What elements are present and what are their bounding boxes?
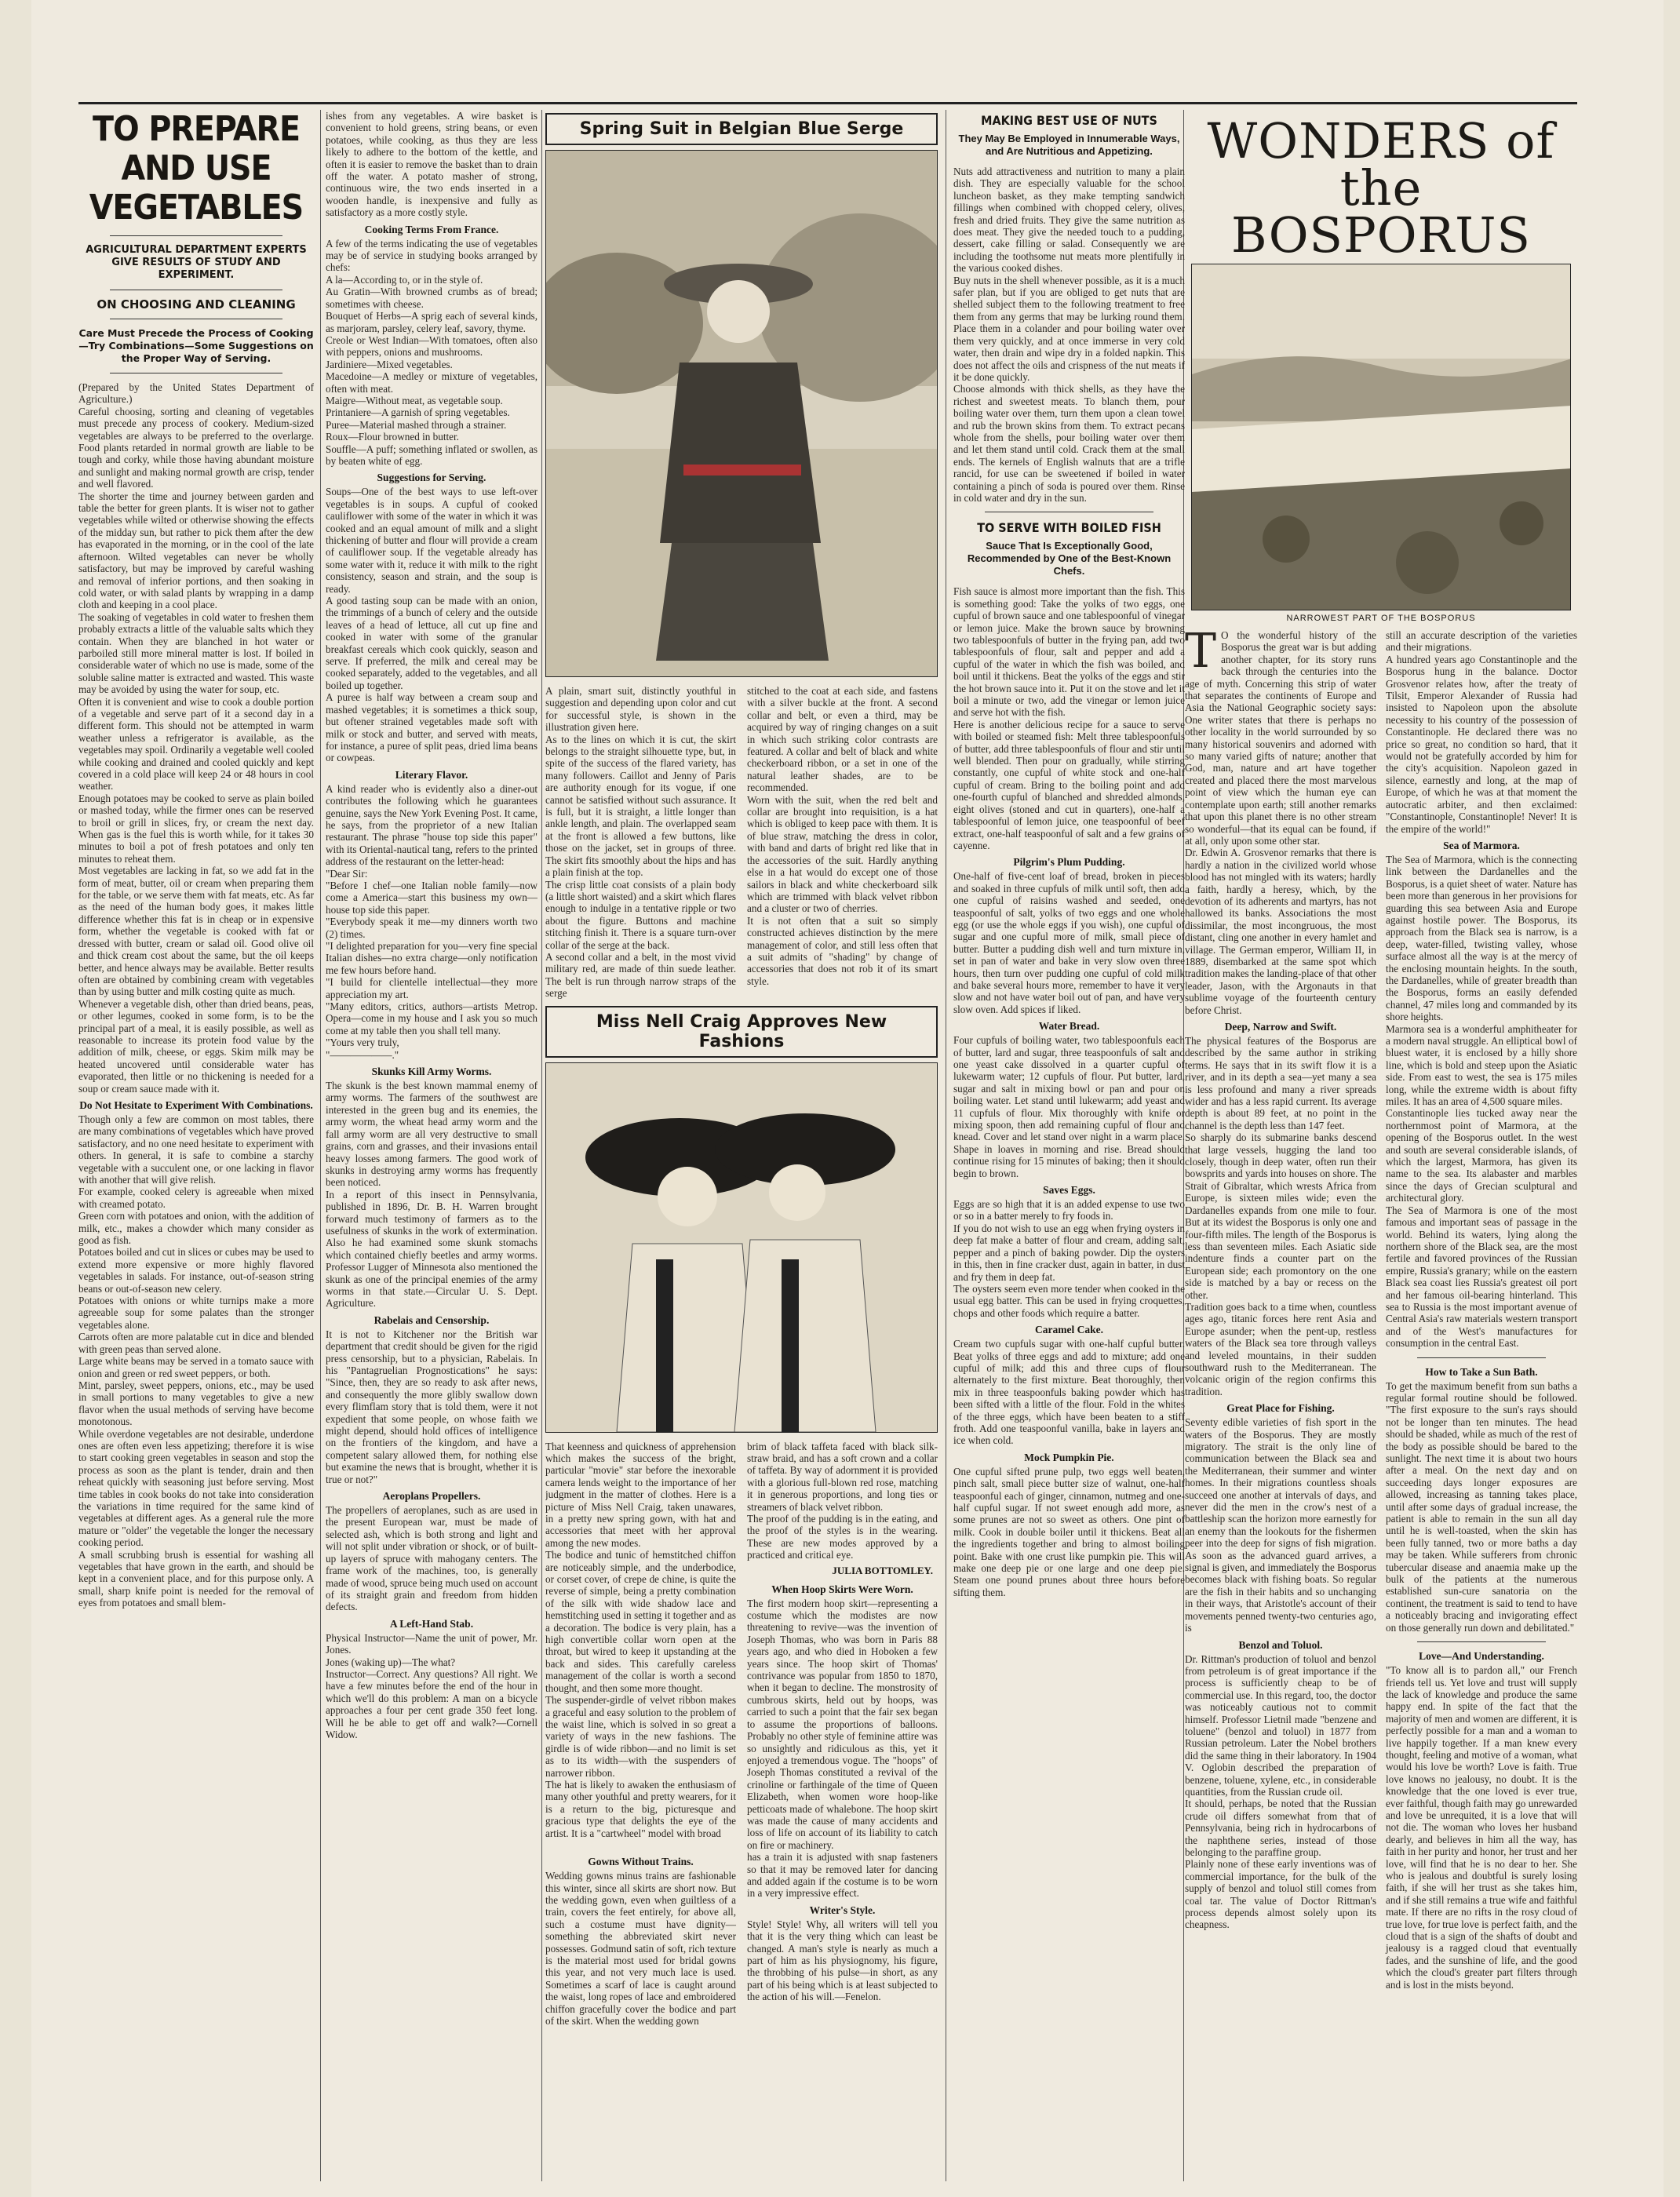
caramel-cake-body: Cream two cupfuls sugar with one-half cupful butter. Beat yolks of three eggs and add to mixture; add one cupful of milk; add this and three cups of flour alternately to the first mixture. Beat thoroughly, then mix in three teaspoonfuls baking powder which has been sifted with a little of the flour. Fold in the whites of the three eggs, which have been beaten to a stiff froth. Add one teaspoonful vanilla, bake in layers and ice when cold. [953,1338,1185,1447]
propellers-body: The propellers of aeroplanes, such as are used in the present European war, must be made of selected ash, which is both strong and light and will not split under vibration or shock, or of built-up layers of spruce with mahogany centers. The frame work of the machines, too, is generally made of wood, spruce being much used on account of its straight grain and freedom from hidden defects. [326,1504,538,1613]
byline: JULIA BOTTOMLEY. [832,1564,933,1576]
bosporus-body-a [1185,624,1376,1016]
subhead-sun-bath: How to Take a Sun Bath. [1425,1365,1538,1378]
subhead-fishing: Great Place for Fishing. [1226,1402,1335,1415]
divider [1417,1641,1546,1642]
cooking-terms-body: A few of the terms indicating the use of vegetables may be of service in studying books arranged by chefs: A la—According to, or in the style of. Au Gratin—With browned crumbs as of bread; sometimes with cheese. Bouquet of Herbs—A sprig each of several kinds, as marjoram, parsley, celery leaf, savory, thyme. Creole or West Indian—With tomatoes, often also with peppers, onions and mushrooms. Jardiniere—Mixed vegetables. Macedoine—A medley or mixture of vegetables, often with meat. Maigre—Without meat, as vegetable soup. Printaniere—A garnish of spring vegetables. Puree—Material mashed through a strainer. Roux—Flour browned in butter. Souffle—A puff; something inflated or swollen, as by beaten white of egg. [326,237,538,467]
nuts-body: Nuts add attractiveness and nutrition to many a plain dish. They are especially valuable for the school luncheon basket, as they make tempting sandwich fillings when combined with chopped celery, olives, fresh and dried fruits. They give the same nutrition as does meat. They give the needed touch to a pudding, dessert, cake filling or salad. Consequently we are including the toothsome nut meats more plentifully in the various cooked dishes. Buy nuts in the shell whenever possible, as it is a much safer plan, but if you are obliged to get nuts that are shelled subject them to the following treatment to free them from any germs that may be lurking round them. Place them in a colander and pour boiling water over them very quickly, and at once immerse in very cold water, then drain and wipe dry in a folded napkin. This does not affect the oils and crispness of the nut meats if it be done quickly. Choose almonds with thick shells, as they have the richest and sweetest meats. To blanch them, pour boiling water over them, turn them upon a clean towel and rub the brown skins from them. To extract pecans whole from the shells, pour boiling water over them and let them stand until cold. Crack them at the small ends. The kernels of English walnuts that are a trifle rancid, for use can be sweetened if boiled in water containing a pinch of soda is poured over them. Rinse in cold water and dry in the sun. [953,166,1185,504]
subhead-love: Love—And Understanding. [1419,1650,1544,1663]
subhead-water-bread: Water Bread. [1038,1020,1100,1033]
gowns-body: Wedding gowns minus trains are fashionable this winter, since all skirts are short now. But the wedding gown, even when guiltless of a train, covers the feet entirely, for above all, such a costume must have dignity—something the abbreviated skirt never possesses. Godmund satin of soft, rich texture is the material most used for bridal gowns this year, and not very much lace is used. Sometimes a scarf of lace is caught around the waist, long ropes of lace and embroidered chiffon gracefully cover the bodice and part of the skirt. When the wedding gown [545,1870,739,2028]
subhead-caramel-cake: Caramel Cake. [1035,1324,1103,1336]
gowns-body-2: has a train it is adjusted with snap fasteners so that it may be removed later for dancing and added again if the costume is to be worn in a very impressive effect. [747,1851,938,1900]
fashion-section [545,110,938,2181]
subhead-marmora: Sea of Marmora. [1443,839,1520,851]
fish-deck: Sauce That Is Exceptionally Good, Recommended by One of the Best-Known Chefs. [967,540,1172,577]
pumpkin-pie-body: One cupful sifted prune pulp, two eggs well beaten, pinch salt, small piece butter size of walnut, one-half teaspoonful each of ginger, cinnamon, nutmeg and one-half cupful sugar. If not sweet enough add more, as some prunes are not so sweet as others. One pint of milk. Cook in double boiler until it thickens. Beat all the ingredients together and bring to almost boiling point. Bake with one crust like pumpkin pie. This will make one deep pie or one large and one deep pie. Steam one pound prunes about three hours before sifting them. [953,1465,1185,1598]
nuts-headline: MAKING BEST USE OF NUTS [981,113,1157,128]
subhead-left-hand-stab: A Left-Hand Stab. [389,1617,474,1630]
subhead-writers-style: Writer's Style. [809,1904,876,1916]
vegetables-continued: ishes from any vegetables. A wire basket is convenient to hold greens, string beans, or even potatoes, while cooking, as thus they are less likely to adhere to the bottom of the kettle, and often it is easier to remove the basket than to drain off the water. A potato masher of strong, continuous wire, the two ends inserted in a wooden handle, is inexpensive and fully as satisfactory as a more costly style. [326,110,538,219]
vegetables-subhead: Do Not Hesitate to Experiment With Combinations. [79,1098,313,1111]
plum-pudding-body: One-half of five-cent loaf of bread, broken in pieces and soaked in three cupfuls of milk until soft, then add one cupful of raisins washed and seeded, one teaspoonful of salt, yolks of two eggs and one whole egg (or use the whole eggs if you wish), one cupful of sugar and one cupful more of milk, small piece of butter. Butter a pudding dish well and turn mixture in, set in pan of water and bake in very slow oven three hours, then turn over pudding one cupful of cold milk and bake several hours more, remember to have it very slow and not have water boil out of pan, and have very slow oven. Add spices if liked. [953,870,1185,1015]
column-divider [541,110,542,2181]
subhead-saves-eggs: Saves Eggs. [1043,1184,1095,1197]
subhead-plum-pudding: Pilgrim's Plum Pudding. [1013,856,1125,869]
subhead-deep-narrow: Deep, Narrow and Swift. [1224,1021,1337,1033]
subhead-gowns: Gowns Without Trains. [588,1856,694,1868]
woman-in-suit-illustration [546,151,938,676]
marmora-body: The Sea of Marmora, which is the connecting link between the Dardanelles and the Bosporus, is a quiet sheet of water. Nature has been more than generous in her provisions for guarding this sea between Asia and Europe against hostile power. The Bosporus, its approach from the Black sea is narrow, is a deep, water-filled, twisting valley, whose surface almost all the way is at the mercy of the enclosing mountain heights. In the south, the Dardanelles, while of greater breadth than the Bosporus, forms an easily defended channel, 47 miles long and commanded by its shore heights. Marmora sea is a wonderful amphitheater for a modern naval struggle. An elliptical bowl of bluest water, it is enclosed by a hilly shore line, which is bold and steep upon the Asiatic side. From east to west, the sea is 175 miles long, while the extreme width is about fifty miles. It has an area of 4,500 square miles. Constantinople lies tucked away near the northernmost point of Marmora, at the opening of the Bosporus outlet. In the west and south are several considerable islands, of which the largest, Marmora, has given its name to the sea. Its alabaster and marbles since the days of Grecian sculptural and architectural glory. The Sea of Marmora is one of the most famous and important seas of passage in the world. Behind its waters, lying along the northern shore of the Black sea, are the most fertile and favored provinces of the Russian empire, Russia's granary; while on the eastern Black sea coast lies Russia's greatest oil port and her famous oil-bearing hinterland. This sea to Russia is the most important avenue of Central Asia's raw materials western transport and of the West's manufactures for consumption in the central East. [1386,853,1577,1350]
divider [110,235,282,236]
rabelais-body: It is not to Kitchener nor the British war department that credit should be given for the rigid press censorship, but to a physician, Rabelais. In his "Pantagruelian Prognostications" he says: "Since, then, they are so ready to ask after news, and consequently the more glibly swallow down every flimflam story that is told them, were it not expedient that some people, on whose faith we might depend, should hold offices of intelligence on the frontiers of the kingdom, and have a competent salary allowed them, for nothing else but examine the news that is brought, whether it is true or not?" [326,1328,538,1485]
bosporus-caption: NARROWEST PART OF THE BOSPORUS [1286,614,1476,623]
subhead-literary-flavor: Literary Flavor. [395,768,468,781]
vegetables-deck-3: Care Must Precede the Process of Cooking—Try Combinations—Some Suggestions on the Proper Way of Serving. [78,327,314,364]
hoop-skirts-body: The first modern hoop skirt—representing a costume which the modistes are now threatening to revive—was the invention of Joseph Thomas, who was born in Paris 88 years ago, and who died in Hoboken a few years since. The hoop skirt of Thomas' contrivance was popular from 1850 to 1870, when it began to decline. The monstrosity of cumbrous skirts, held out by hoops, was carried to such a point that the fair sex began to assume the proportions of balloons. Probably no other style of feminine attire was so unsightly and ridiculous as this, yet it enjoyed a tremendous vogue. The "hoops" of Joseph Thomas constituted a revival of the crinoline or farthingale of the time of Queen Elizabeth, when women wore hoop-like petticoats made of whalebone. The hoop skirt was made the cause of many accidents and loss of life on account of its liability to catch on fire or machinery. [747,1597,938,1851]
deep-narrow-body: The physical features of the Bosporus are described by the same author in striking terms. He says that in its swift flow it is a river, and in its depth a sea—yet many a sea is less profound and many a river spreads wider and has a less rapid current. Its average depth is about 89 feet, at no point in the channel is the depth less than 147 feet. So sharply do its submarine banks descend that large vessels, hugging the land too closely, though in deep water, often run their bowsprits and yards into houses on shore. The Strait of Gibraltar, which wrests Africa from Europe, is sixteen miles wide; even the Dardanelles expands from one mile to four. But at its widest the Bosporus is only one and four-fifth miles. The length of the Bosporus is less than seventeen miles. Each Asiatic side indenture finds a counter part on the European side; each promontory on the one side is matched by a bay or recess on the other. Tradition goes back to a time when, countless ages ago, titanic forces here rent Asia and Europe asunder; when the pent-up, restless waters of the Black sea tore through valleys and leveled mountains, in their sudden southward rush to the Mediterranean. The volcanic origin of the region confirms this tradition. [1185,1035,1376,1397]
subhead-pumpkin-pie: Mock Pumpkin Pie. [1024,1451,1114,1463]
water-bread-body: Four cupfuls of boiling water, two tablespoonfuls each of butter, lard and sugar, three teaspoonfuls of salt and one yeast cake dissolved in a quarter cupful of lukewarm water; 12 cupfuls of flour. Put butter, lard, sugar and salt in mixing bowl or pan and pour on boiling water. Let stand until lukewarm; add yeast and 11 cupfuls of flour. Mix thoroughly with knife or mixing spoon, then add remaining cupful of flour and knead. Cover and let stand over night in a warm place. Shape in loaves in morning and rise. Bread should continue rising for 15 minutes of baking; then it should begin to brown. [953,1034,1185,1179]
nell-craig-title: Miss Nell Craig Approves New Fashions [545,1006,938,1058]
nell-craig-body-a: That keenness and quickness of apprehension which makes the success of the bright, particular "movie" star before the inexorable camera lends weight to the importance of her judgment in the matter of clothes. Here is a picture of Miss Nell Craig, taken unawares, in a pretty new spring gown, with hat and accessories that meet with her approval among the new modes. The bodice and tunic of hemstitched chiffon are noticeably simple, and the underbodice, or corset cover, of crepe de chine, is quite the reverse of simple, being a pretty combination of the silk with wide shadow lace and hemstitching used in setting it together and as a decoration. The bodice is very plain, has a high convertible collar worn open at the throat, but wired to keep it upstanding at the back and sides. This carefully careless management of the collar is worth a second thought, and then some more thought. The suspender-girdle of velvet ribbon makes a graceful and easy solution to the problem of the waist line, which is solved in so great a variety of ways in the new fashions. The girdle is of wide ribbon—and no limit is set as to its width—with the suspenders of narrower ribbon. The hat is likely to awaken the enthusiasm of many other youthful and pretty wearers, for it is a return to the big, picturesque and gracious type that delights the eye of the artist. It is a "cartwheel" model with broad [545,1440,736,1839]
vegetables-deck: AGRICULTURAL DEPARTMENT EXPERTS GIVE RESULTS OF STUDY AND EXPERIMENT. [86,244,307,281]
left-hand-stab-body: Physical Instructor—Name the unit of power, Mr. Jones. Jones (waking up)—The what? Instructor—Correct. Any questions? All right. We have a few minutes before the end of the hour in which we'll do this problem: A man on a bicycle approaches a four per cent grade 350 feet long. Will he be able to get off and walk?—Cornell Widow. [326,1631,538,1740]
subhead-skunks: Skunks Kill Army Worms. [371,1066,492,1078]
fish-headline: TO SERVE WITH BOILED FISH [977,520,1161,536]
bosporus-headline [1185,112,1577,264]
bosporus-landscape-illustration [1192,264,1571,610]
love-body: "To know all is to pardon all," our French friends tell us. Yet love and trust will supply the lack of knowledge and produce the same happy end. In spite of the fact that the majority of men and women are different, it is perfectly possible for a man and a woman to live happily together. If a man knew every thought, feeling and motive of a woman, what would his love be worth? Love is faith. True love knows no jealousy, no doubt. It is the knowledge that the one loved is ever true, ever faithful, though faith may go unrewarded and love be unrequited, it is a love that will not die. The woman who loves her husband dearly, and believes in him all the way, has faith in her purity and honor, her trust and her love, will find that he is no dear to her. She who is jealous and doubtful is surely losing faith, if she will her trust as she takes him, and if she still remains a true wife and faithful mate. If there are no rifts in the rosy cloud of true love, for true love is perfect faith, and the cloud that is a sign of the shafts of doubt and jealousy is a ragged cloud that eventually fades, and the sunshine of life, and the good which the cloud's greater part filters through and is lost in the mists beyond. [1386,1664,1577,1991]
spring-suit-photo [545,150,938,677]
bosporus-body-a-text: O the wonderful history of the Bosporus the great war is but adding another chapter, for its story runs back through the centuries into the age of myth. Concerning this strip of water that separates the continents of Europe and Asia the National Geographic society says: One writer states that there is perhaps no other locality in the world surrounded by so many historical souvenirs and adorned with so many varied gifts of nature; another that God, man, nature and art have together created and placed there the most marvelous point of view which the human eye can contemplate upon earth; still another remarks that upon this planet there is no other stream so wonderful—that its equal can be found, if at all, only upon some other star. Dr. Edwin A. Grosvenor remarks that there is hardly a nation in the civilized world whose blood has not mingled with its waters; hardly a faith, hardly a heresy, which, by the devotion of its adherents and martyrs, has not hallowed its banks. Associations the most dissimilar, the most incongruous, the most distant, cling one another in every hamlet and village. The German emperor, William II, in 1889, disembarked at the same spot which tradition makes the landing-place of that other leader, Jason, with the Argonauts in that sublime voyage of the fourteenth century before Christ. [1185,629,1376,1016]
fish-body: Fish sauce is almost more important than the fish. This is something good: Take the yolks of two eggs, one cupful of brown sauce and one tablespoonful of vinegar or lemon juice. Make the brown sauce by browning two tablespoonfuls of butter in the frying pan, add two tablespoonfuls of flour, salt and pepper and add a cupful of the water in which the fish was boiled, and boil until it thickens. Beat the yolks of the eggs and stir the hot brown sauce into it. Put it on the stove and let it boil a minute or two, add the vinegar or lemon juice and serve hot with the fish. Here is another delicious recipe for a sauce to serve with boiled or steamed fish: Melt three tablespoonfuls of butter, add three tablespoonfuls of flour and stir until well blended. Then pour on gradually, while stirring constantly, one cupful of white stock and one-half cupful of cream. Bring to the boiling point and add one-fourth cupful of blanched and shredded almonds, eight olives (stoned and cut in quarters), one-half a tablespoonful of lemon juice, one teaspoonful of beef extract, one-half teaspoonful of salt and a few grains of cayenne. [953,585,1185,851]
subhead-cooking-terms: Cooking Terms From France. [364,223,499,235]
subhead-serving: Suggestions for Serving. [377,472,487,484]
bosporus-body-b: still an accurate description of the varieties and their migrations. A hundred years ago Constantinople and the Bosporus hung in the balance. Doctor Grosvenor relates how, after the treaty of Tilsit, Emperor Alexander of Russia had insisted to Napoleon upon the absolute necessity to his country of the possession of Constantinople. He declared there was no price so great, no condition so hard, that it would not be gratefully accorded by him for the city's acquisition. Napoleon gazed in silence, earnestly and long, at the map of Europe, of which he was at that moment the autocratic arbiter, and then exclaimed: "Constantinople, Constantinople! Never! It is the empire of the world!" [1386,629,1577,835]
writers-style-body: Style! Style! Why, all writers will tell you that it is the very thing which can least be changed. A man's style is nearly as much a part of him as his physiognomy, his figure, the throbbing of his pulse—in short, as any part of his being which is at least subjected to the action of his will.—Fenelon. [747,1918,938,2003]
recipes-column [953,110,1185,2181]
spring-suit-title: Spring Suit in Belgian Blue Serge [545,113,938,145]
vegetables-headline: TO PREPARE AND USE VEGETABLES [89,110,304,228]
column-two [326,110,538,2181]
fishing-body: Seventy edible varieties of fish sport in the waters of the Bosporus. They are mostly migratory. The strait is the only line of communication between the Black sea and the Mediterranean, their summer and winter homes. In their migrations countless shoals succeed one another at intervals of days, and never did the men in the crow's nest of a battleship scan the horizon more earnestly for an enemy than the lookouts for the fishermen peer into the deep for signs of fish migration. As soon as the advanced guard arrives, a signal is given, and immediately the Bosporus becomes black with fishing boats. So regular are the fish in their habits and so unchanging in their ways, that Aristotle's account of their movements penned twenty-two centuries ago, is [1185,1416,1379,1634]
saves-eggs-body: Eggs are so high that it is an added expense to use two or so in a batter merely to fry foods in. If you do not wish to use an egg when frying oysters in deep fat make a batter of flour and cream, adding salt, pepper and a pinch of baking powder. Dip the oysters in this, then in fine cracker dust, again in batter, in dust and fry them in deep fat. The oysters seem even more tender when cooked in the usual egg batter. This can be used in frying croquettes, chops and other foods which require a batter. [953,1198,1185,1319]
two-women-fashion-illustration [546,1063,938,1432]
nuts-deck: They May Be Employed in Innumerable Ways, and Are Nutritious and Appetizing. [958,133,1180,157]
newspaper-page [31,0,1664,2197]
bosporus-headline-line-1: WONDERS of the [1207,112,1555,217]
subhead-benzol: Benzol and Toluol. [1238,1638,1323,1651]
literary-flavor-body: A kind reader who is evidently also a diner-out contributes the following which he guarantees genuine, says the New York Evening Post. It came, he says, from the proprietor of a new Italian restaurant. The phrase "house top side this paper" with its Oriental-nautical tang, refers to the printed address of the restaurant on the letter-head: "Dear Sir: "Before I chef—one Italian noble family—now come a America—start this business my own—house top side this paper. "Everybody speak it me—my dinners worth two (2) times. "I delighted preparation for you—very fine special Italian dishes—no extra charge—only notification me few hours before hand. "I build for clientelle intellectual—they more appreciation my art. "Many editors, critics, authors—artists Metrop. Opera—come in my house and I ask you so much come at my table then you shall tell many. "Yours very truly, "——————." [326,782,538,1061]
vegetables-body-2: Though only a few are common on most tables, there are many combinations of vegetables which have proved satisfactory, and no one need hesitate to experiment with others. In general, it is safe to combine a starchy vegetable with a succulent one, or one lacking in flavor with another that will give relish. For example, cooked celery is agreeable when mixed with creamed potato. Green corn with potatoes and onion, with the addition of milk, etc., makes a chowder which many consider as good as fish. Potatoes boiled and cut in slices or cubes may be used to extend more expensive or more highly flavored vegetables in salads. For instance, out-of-season string beans or out-of-season new celery. Potatoes with onions or white turnips make a more agreeable soup for some palates than the stronger vegetables alone. Carrots often are more palatable cut in dice and blended with green peas than served alone. Large white beans may be served in a tomato sauce with onion and green or red sweet peppers, or both. Mint, parsley, sweet peppers, onions, etc., may be used in small portions to many vegetables to give a new flavor when the usual methods of serving have become monotonous. While overdone vegetables are not desirable, underdone ones are often even less appetizing; therefore it is wise to start cooking green vegetables in season and stop the process as soon as the plant is tender, drain and then reheat quickly with seasoning just before serving. Most time tables in cook books do not take into consideration the variations in time required for the same kind of vegetables at different ages. As a general rule the more mature or "older" the vegetable the longer the necessary cooking period. A small scrubbing brush is essential for washing all vegetables that have grown in the earth, and should be kept in a convenient place, and for this purpose only. A small, sharp knife point is needed for the removal of eyes from potatoes and small blem- [78,1113,314,1609]
divider [1417,1357,1546,1358]
spring-suit-body-b: stitched to the coat at each side, and fastens with a silver buckle at the front. A second collar and belt, or even a third, may be acquired by way of ringing changes on a suit in which such striking color contrasts are featured. A collar and belt of black and white checkerboard ribbon, or a set in one of the natural leather shades, are to be recommended. Worn with the suit, when the red belt and collar are brought into requisition, is a hat which is obliged to keep pace with them. It is of blue straw, matching the dress in color, with band and darts of bright red like that in the accessories of the suit. Hardly anything else in a hat would do except one of those sailors in black and white checkerboard silk which are trimmed with black velvet ribbon and a cluster or two of cherries. It is not often that a suit so simply constructed achieves distinction by the mere management of color, and still less often that a suit admits of "shading" by change of accessories that does not rob it of its smart style. [747,685,938,987]
bosporus-photo [1191,264,1571,610]
skunks-body: The skunk is the best known mammal enemy of army worms. The farmers of the southwest are interested in the green bug and its enemies, the army worm, the wheat head army worm and the fall army worm are all very destructive to small grains, corn and grasses, and their invasions entail heavy losses among farmers. The good work of skunks in destroying army worms has frequently been noticed. In a report of this insect in Pennsylvania, published in 1896, Dr. B. H. Warren brought forward much testimony of farmers as to the usefulness of skunks in the work of extermination. Also he had examined some skunk stomachs which contained chiefly beetles and army worms. Professor Lugger of Minnesota also mentioned the skunk as one of the principal enemies of the army worms in that state.—Circular U. S. Dept. Agriculture. [326,1080,538,1310]
vegetables-deck-2: ON CHOOSING AND CLEANING [97,297,296,312]
nell-craig-body-b: brim of black taffeta faced with black silk-straw braid, and has a soft crown and a collar of taffeta. By way of adornment it is provided with a glorious full-blown red rose, matching it in generous proportions, and long ties or streamers of black velvet ribbon. The proof of the pudding is in the eating, and the proof of the styles is in the wearing. These are new modes approved by a practiced and critical eye. [747,1440,938,1561]
vegetables-body: (Prepared by the United States Department of Agriculture.) Careful choosing, sorting and cleaning of vegetables must precede any process of cookery. Medium-sized vegetables are always to be preferred to the overlarge. Food plants retarded in normal growth are liable to be tough and corky, while those having abundant moisture and sunlight and making normal growth are crisp, tender and well flavored. The shorter the time and journey between garden and table the better for green plants. It is wiser not to gather vegetables while wilted or otherwise showing the effects of the midday sun, but rather to pick them after the dew has evaporated in the morning, or in the cool of the late afternoon. Wilted vegetables can never be wholly satisfactory, but may be improved by careful washing and removal of inferior portions, and then soaking in cold water, or with salad plants by wrapping in a damp cloth and keeping in a cool place. The soaking of vegetables in cold water to freshen them probably extracts a little of the valuable salts which they contain. When they are blanched in hot water or parboiled still more mineral matter is lost. If boiled in considerable water of which no use is made, some of the soluble saline matter is extracted and wasted. This waste may be avoided by using the water for soup, etc. Often it is convenient and wise to cook a double portion of a vegetable and serve part of it a second day in a different form. This should not be attempted in warm weather unless a refrigerator is available, as the vegetables may spoil. Ordinarily a vegetable well cooled while cooking and drained and cooled quickly and kept covered in a cold place will keep 24 or 48 hours in cool weather. Enough potatoes may be cooked to serve as plain boiled or mashed today, while the firmer ones can be reserved to broil or grill in slices, fry, or cream the next day. When gas is the fuel this is worth while, for it takes 30 minutes to boil a pot of fresh potatoes and only ten minutes to reheat them. Most vegetables are lacking in fat, so we add fat in the form of meat, butter, oil or cream when preparing them for the table, or we serve them with fat meats, etc. As far as the need of the human body goes, it makes little difference whether this fat is in cheap or in expensive form, whether the vegetable is cooked with fat or dressed with butter, cream or salad oil. Good olive oil and thick cream cost about the same, but the oil keeps better, and hence always may be available. Better results often are obtained by combining cream with vegetables than by using butter and milk costing quite as much. Whenever a vegetable dish, other than dried beans, peas, or other legumes, cooked in some form, is to be the principal part of a meal, it is easily possible, as well as reasonable to increase its protein food value by the addition of milk, cheese, or eggs. Skim milk may be heated uncovered until considerable water has evaporated, then little or no thickening is needed for a soup or cream sauce made with it. [78,381,314,1095]
vegetables-article [78,110,314,2181]
spring-suit-body-a: A plain, smart suit, distinctly youthful in suggestion and depending upon color and cut for successful style, is shown in the illustration given here. As to the lines on which it is cut, the skirt belongs to the straight silhouette type, but, in spite of the success of the flared variety, has many followers. Caillot and Jenny of Paris are authority enough for its vogue, if one cannot be satisfied without such assurance. It is full, but it is straight, a little longer than ankle length, and plain. The overlapped seam at the front is allowed a few buttons, like those on the jacket, set in groups of three. The skirt fits smoothly about the hips and has a plain finish at the top. The crisp little coat consists of a plain body (a little short waisted) and a skirt which flares enough to indulge in a tentative ripple or two about the figure. Buttons and machine stitching finish it. There is a square turn-over collar of the serge at the back. A second collar and a belt, in the most vivid military red, are made of thin suede leather. The belt is run through narrow straps of the serge [545,685,736,1000]
benzol-body: Dr. Rittman's production of toluol and benzol from petroleum is of great importance if the process is sufficiently cheap to be of commercial use. In this regard, too, the doctor was noticeably cautious not to commit himself. Professor Lietnil made "benzene and toluene" (benzol and toluol) in 1877 from Russian petroleum. Later the Nobel brothers did the same thing in their laboratory. In 1904 V. Oglobin described the preparation of benzene, toluene, xylene, etc., in considerable quantities, from the Russian crude oil. It should, perhaps, be noted that the Russian crude oil differs somewhat from that of Pennsylvania, being rich in hydrocarbons of the naphthene series, instead of those belonging to the paraffine group. Plainly none of these early inventions was of commercial importance, for the bulk of the supply of benzol and toluol still comes from coal tar. The value of Doctor Rittman's process depends almost solely upon its cheapness. [1185,1652,1376,1931]
subhead-rabelais: Rabelais and Censorship. [374,1313,490,1326]
drop-cap: T [1185,624,1217,679]
sun-bath-body: To get the maximum benefit from sun baths a regular formal routine should be followed. "The first exposure to the sun's rays should not be longer than ten minutes. The head should be shaded, while as much of the rest of the body as possible should be bared to the sunlight. The next time it is about two hours after a meal. On the next day and on succeeding days longer exposures are allowed, increasing as tanning takes place, until after some days of gradual increase, the patient is able to remain in the sun all day until he is well-toasted, when the skin has been fully tanned, two or more baths a day may be taken. While sufferers from chronic tubercular disease and anaemia make up the bulk of the patients at the numerous established sun-cure sanatoria on the continent, the treatment is said to tend to have a noticeably bracing and invigorating effect on those generally run down and debilitated." [1386,1379,1577,1634]
bosporus-section [1185,110,1577,2181]
column-divider [320,110,321,2181]
bosporus-headline-line-2: BOSPORUS [1231,206,1531,264]
top-rule [78,102,1577,104]
subhead-hoop-skirts: When Hoop Skirts Were Worn. [771,1583,913,1595]
nell-craig-photo [545,1062,938,1433]
subhead-propellers: Aeroplans Propellers. [382,1490,481,1503]
serving-body: Soups—One of the best ways to use left-over vegetables is in soups. A cupful of cooked cauliflower with some of the water in which it was cooked and an equal amount of milk and a slight thickening of butter and flour will provide a cream of cauliflower soup. If the vegetable already has some water with it, reduce it with milk to the right consistency, season and strain, and the soup is ready. A good tasting soup can be made with an onion, the trimmings of a bunch of celery and the outside leaves of a head of lettuce, all cut up fine and cooked in water with some of the granular breakfast cereals which cook quickly, season and serve. If preferred, the milk and cereal may be cooked separately, added to the vegetables, and all boiled up together. A puree is half way between a cream soup and mashed vegetables; it is sometimes a thick soup, but oftener strained vegetables made soft with milk or stock and butter, and served with meats, for instance, a puree of split peas, dried lima beans or cowpeas. [326,486,538,764]
